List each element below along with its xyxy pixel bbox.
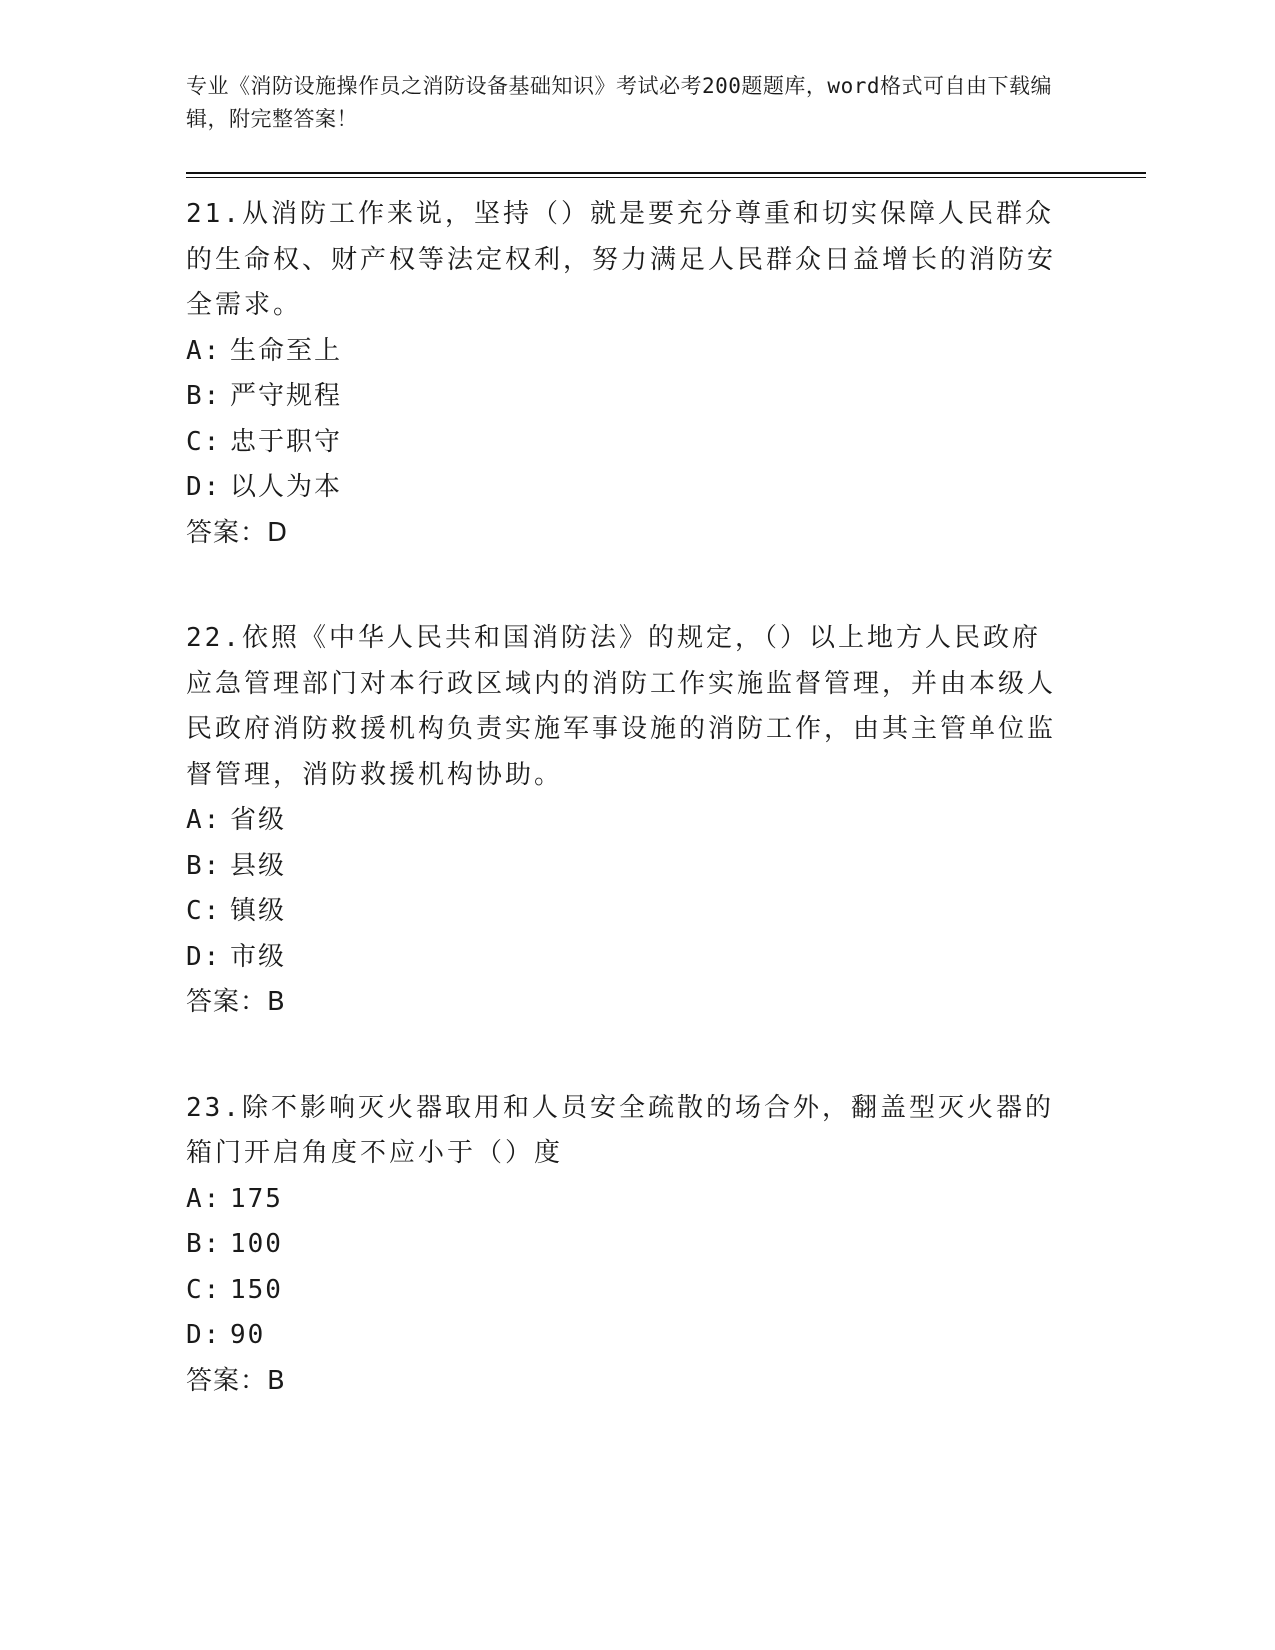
option-text: 150 bbox=[230, 1274, 283, 1305]
question-21 bbox=[186, 192, 1146, 556]
option-c bbox=[186, 420, 1146, 466]
option-text: 100 bbox=[230, 1229, 283, 1259]
option-key: D: bbox=[186, 472, 222, 502]
option-key: A: bbox=[186, 335, 222, 366]
answer-line: 答案：D bbox=[186, 517, 289, 548]
option-c bbox=[186, 889, 1146, 935]
question-22 bbox=[186, 616, 1146, 1026]
option-a bbox=[186, 1177, 1146, 1223]
answer-line: 答案：B bbox=[186, 987, 286, 1017]
option-text: 镇级 bbox=[230, 896, 287, 926]
question-stem: 22.依照《中华人民共和国消防法》的规定，（）以上地方人民政府应急管理部门对本行政区域内的消防工作实施监督管理，并由本级人民政府消防救援机构负责实施军事设施的消防工作，由其主管单位监督管理，消防救援机构协助。 bbox=[186, 623, 1057, 790]
option-text: 忠于职守 bbox=[230, 426, 343, 457]
question-stem: 23.除不影响灭火器取用和人员安全疏散的场合外，翻盖型灭火器的箱门开启角度不应小于（）度 bbox=[186, 1092, 1054, 1168]
document-header: 专业《消防设施操作员之消防设备基础知识》考试必考200题题库，word格式可自由下载编辑，附完整答案！ bbox=[186, 74, 1052, 131]
option-text: 严守规程 bbox=[230, 381, 343, 411]
document-page bbox=[186, 70, 1146, 1404]
question-23 bbox=[186, 1086, 1146, 1405]
option-key: D: bbox=[186, 941, 222, 972]
option-text: 90 bbox=[230, 1320, 266, 1350]
header-divider bbox=[186, 172, 1146, 178]
option-d bbox=[186, 465, 1146, 511]
option-text: 生命至上 bbox=[230, 335, 343, 366]
option-text: 以人为本 bbox=[230, 472, 343, 502]
option-d bbox=[186, 1313, 1146, 1359]
question-stem: 21.从消防工作来说，坚持（）就是要充分尊重和切实保障人民群众的生命权、财产权等法定权利，努力满足人民群众日益增长的消防安全需求。 bbox=[186, 199, 1057, 320]
option-key: C: bbox=[186, 896, 222, 926]
option-text: 175 bbox=[230, 1183, 283, 1214]
divider-line-thin bbox=[186, 177, 1146, 178]
option-key: A: bbox=[186, 805, 222, 835]
option-text: 省级 bbox=[230, 805, 287, 835]
option-text: 县级 bbox=[230, 850, 287, 881]
option-b bbox=[186, 844, 1146, 890]
option-key: D: bbox=[186, 1320, 222, 1350]
option-key: B: bbox=[186, 850, 222, 881]
option-a bbox=[186, 798, 1146, 844]
option-key: C: bbox=[186, 1274, 222, 1305]
option-key: B: bbox=[186, 1229, 222, 1259]
option-text: 市级 bbox=[230, 941, 287, 972]
option-a bbox=[186, 329, 1146, 375]
option-d bbox=[186, 935, 1146, 981]
option-b bbox=[186, 374, 1146, 420]
answer-line: 答案：B bbox=[186, 1365, 286, 1396]
option-b bbox=[186, 1222, 1146, 1268]
option-key: C: bbox=[186, 426, 222, 457]
option-c bbox=[186, 1268, 1146, 1314]
divider-line-thick bbox=[186, 172, 1146, 174]
option-key: B: bbox=[186, 381, 222, 411]
option-key: A: bbox=[186, 1183, 222, 1214]
